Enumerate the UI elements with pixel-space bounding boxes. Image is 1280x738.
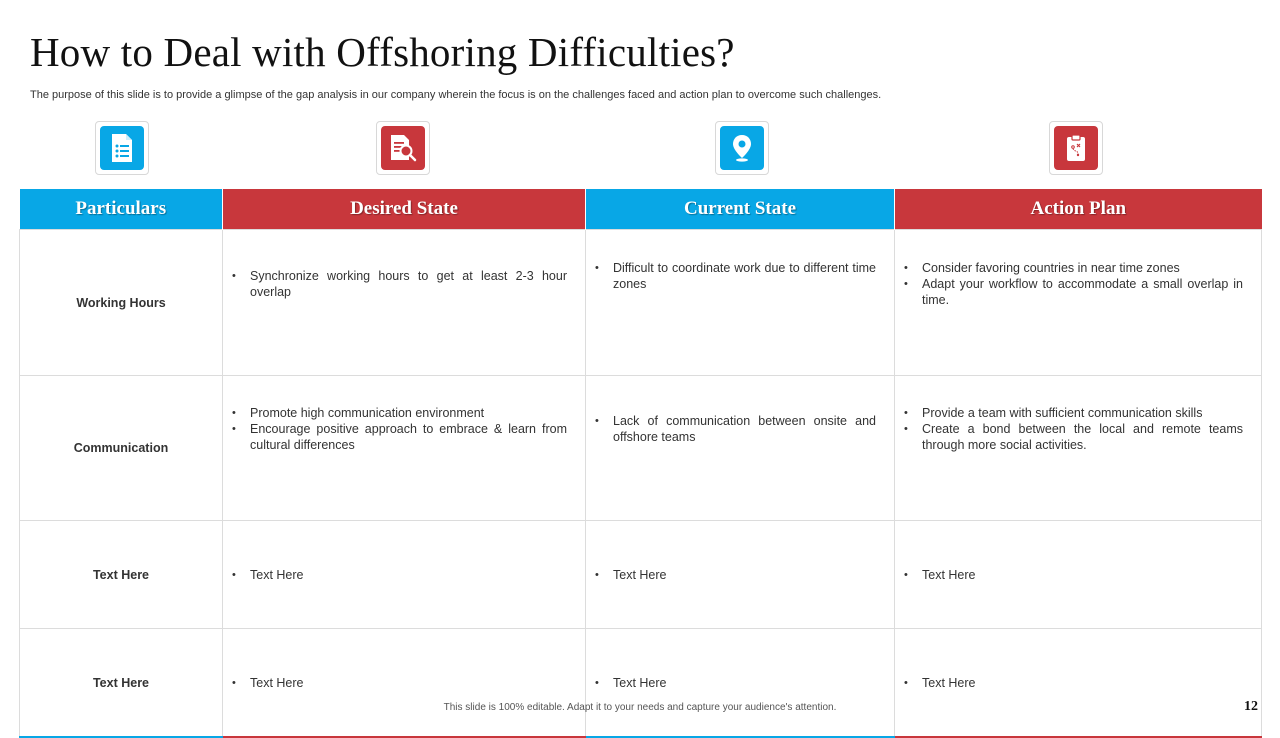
clipboard-plan-icon [1054,126,1098,170]
list-item: • Text Here [922,567,1243,583]
desired-cell [223,376,586,521]
current-cell [586,230,895,376]
current-cell [586,376,895,521]
icon-card-3 [715,121,769,175]
page-title: How to Deal with Offshoring Difficulties? [30,29,735,75]
icon-card-1 [95,121,149,175]
list-item: • Text Here [922,675,1243,691]
row-label: Working Hours [20,230,223,376]
page-subtitle: The purpose of this slide is to provide a glimpse of the gap analysis in our company wherein the focus is on the challenges faced and action plan to overcome such challenges. [30,89,882,101]
row-label: Communication [20,376,223,521]
desired-cell [223,629,586,738]
list-item: • Text Here [613,567,876,583]
action-cell [895,230,1262,376]
document-list-icon [100,126,144,170]
header-action-plan: Action Plan [895,189,1262,230]
list-item: • Synchronize working hours to get at least 2-3 hour overlap [250,268,567,300]
list-item: • Text Here [250,567,567,583]
table-row [20,629,1262,738]
document-search-icon [381,126,425,170]
table-row [20,230,1262,376]
list-item: • Lack of communication between onsite and offshore teams [613,413,876,445]
location-pin-icon [720,126,764,170]
table-row [20,521,1262,629]
header-current-state: Current State [586,189,895,230]
table-row [20,376,1262,521]
gap-analysis-table [19,189,1262,738]
list-item: • Difficult to coordinate work due to different time zones [613,260,876,292]
footer-note: This slide is 100% editable. Adapt it to your needs and capture your audience's attention. [443,702,837,713]
list-item: • Encourage positive approach to embrace & learn from cultural differences [250,421,567,453]
list-item: • Provide a team with sufficient communication skills [922,405,1243,421]
icon-card-4 [1049,121,1103,175]
header-desired-state: Desired State [223,189,586,230]
list-item: • Adapt your workflow to accommodate a small overlap in time. [922,276,1243,308]
table-header-row [20,189,1262,230]
current-cell [586,629,895,738]
list-item: • Text Here [250,675,567,691]
current-cell [586,521,895,629]
header-particulars: Particulars [20,189,223,230]
page-number: 12 [1244,699,1258,714]
list-item: • Promote high communication environment [250,405,567,421]
action-cell [895,376,1262,521]
icon-card-2 [376,121,430,175]
desired-cell [223,521,586,629]
list-item: • Consider favoring countries in near time zones [922,260,1243,276]
row-label: Text Here [20,629,223,738]
action-cell [895,629,1262,738]
action-cell [895,521,1262,629]
desired-cell [223,230,586,376]
list-item: • Text Here [613,675,876,691]
list-item: • Create a bond between the local and remote teams through more social activities. [922,421,1243,453]
row-label: Text Here [20,521,223,629]
